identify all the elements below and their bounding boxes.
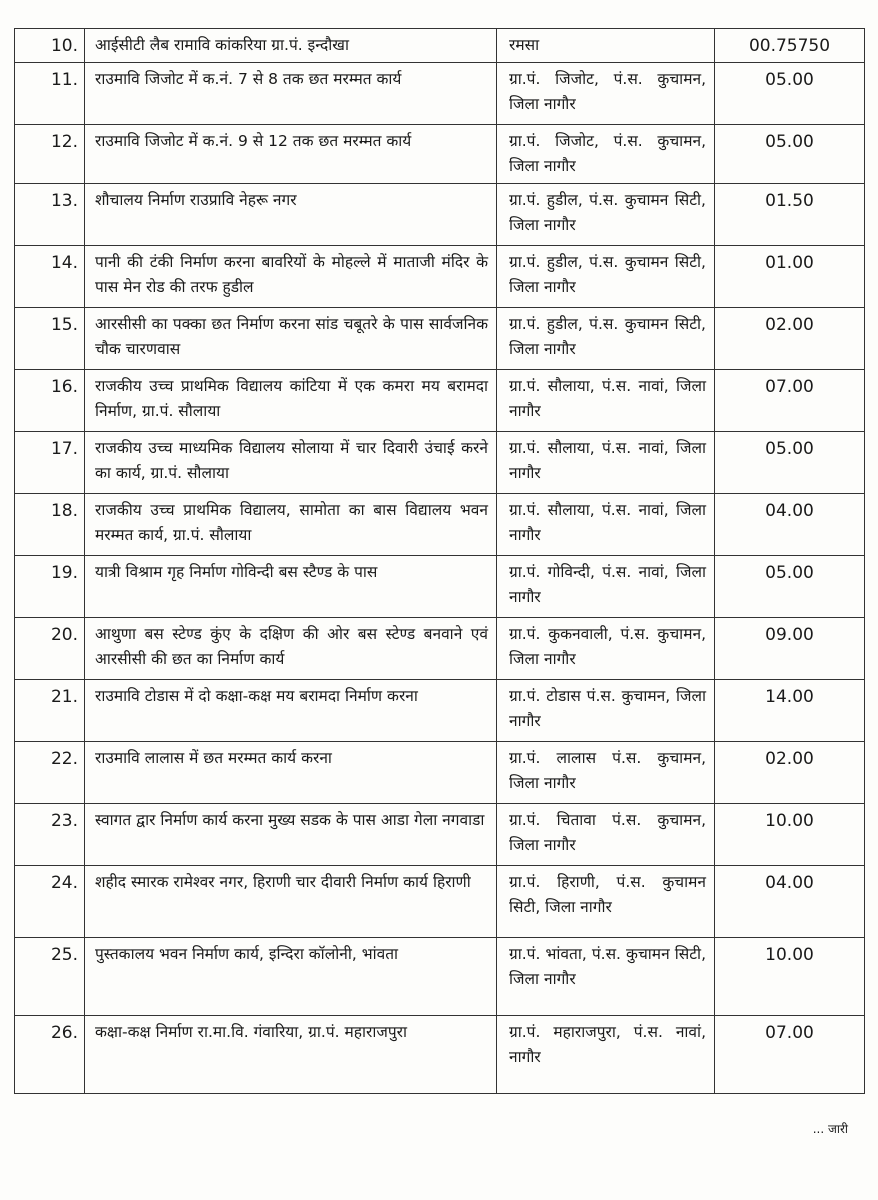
amount: 04.00 [715,866,865,938]
serial-number: 17. [15,432,85,494]
serial-number: 16. [15,370,85,432]
work-location: ग्रा.पं. कुकनवाली, पं.स. कुचामन, जिला नागौर [497,618,715,680]
work-description: शहीद स्मारक रामेश्वर नगर, हिराणी चार दीवारी निर्माण कार्य हिराणी [85,866,497,938]
table-row [15,370,865,432]
amount: 05.00 [715,63,865,125]
work-location: रमसा [497,29,715,63]
work-description: कक्षा-कक्ष निर्माण रा.मा.वि. गंवारिया, ग्रा.पं. महाराजपुरा [85,1016,497,1094]
work-description: राजकीय उच्च माध्यमिक विद्यालय सोलाया में चार दिवारी उंचाई करने का कार्य, ग्रा.पं. सौलाया [85,432,497,494]
work-location: ग्रा.पं. सौलाया, पं.स. नावां, जिला नागौर [497,432,715,494]
table-row [15,63,865,125]
work-location: ग्रा.पं. लालास पं.स. कुचामन, जिला नागौर [497,742,715,804]
amount: 00.75750 [715,29,865,63]
serial-number: 11. [15,63,85,125]
work-location: ग्रा.पं. हिराणी, पं.स. कुचामन सिटी, जिला नागौर [497,866,715,938]
table-row [15,866,865,938]
work-description: पुस्तकालय भवन निर्माण कार्य, इन्दिरा कॉलोनी, भांवता [85,938,497,1016]
amount: 05.00 [715,432,865,494]
table-row [15,125,865,184]
amount: 14.00 [715,680,865,742]
work-description: आथुणा बस स्टेण्ड कुंए के दक्षिण की ओर बस स्टेण्ड बनवाने एवं आरसीसी की छत का निर्माण कार्य [85,618,497,680]
work-description: यात्री विश्राम गृह निर्माण गोविन्दी बस स्टैण्ड के पास [85,556,497,618]
serial-number: 12. [15,125,85,184]
serial-number: 21. [15,680,85,742]
serial-number: 15. [15,308,85,370]
table-row [15,742,865,804]
work-description: राउमावि लालास में छत मरम्मत कार्य करना [85,742,497,804]
table-row [15,184,865,246]
serial-number: 20. [15,618,85,680]
work-description: राजकीय उच्च प्राथमिक विद्यालय कांटिया में एक कमरा मय बरामदा निर्माण, ग्रा.पं. सौलाया [85,370,497,432]
serial-number: 13. [15,184,85,246]
amount: 02.00 [715,308,865,370]
work-description: राउमावि टोडास में दो कक्षा-कक्ष मय बरामदा निर्माण करना [85,680,497,742]
amount: 01.50 [715,184,865,246]
serial-number: 23. [15,804,85,866]
amount: 09.00 [715,618,865,680]
serial-number: 18. [15,494,85,556]
serial-number: 22. [15,742,85,804]
table-row [15,308,865,370]
table-row [15,680,865,742]
table-row [15,556,865,618]
work-location: ग्रा.पं. हुडील, पं.स. कुचामन सिटी, जिला नागौर [497,184,715,246]
work-location: ग्रा.पं. भांवता, पं.स. कुचामन सिटी, जिला नागौर [497,938,715,1016]
table-row [15,938,865,1016]
table-row [15,29,865,63]
serial-number: 14. [15,246,85,308]
continued-note: ... जारी [812,1122,848,1136]
amount: 10.00 [715,804,865,866]
table-row [15,1016,865,1094]
table-row [15,804,865,866]
amount: 05.00 [715,556,865,618]
amount: 05.00 [715,125,865,184]
amount: 07.00 [715,1016,865,1094]
table-row [15,618,865,680]
work-location: ग्रा.पं. जिजोट, पं.स. कुचामन, जिला नागौर [497,125,715,184]
amount: 04.00 [715,494,865,556]
work-description: स्वागत द्वार निर्माण कार्य करना मुख्य सडक के पास आडा गेला नगवाडा [85,804,497,866]
amount: 02.00 [715,742,865,804]
work-location: ग्रा.पं. सौलाया, पं.स. नावां, जिला नागौर [497,370,715,432]
work-location: ग्रा.पं. चितावा पं.स. कुचामन, जिला नागौर [497,804,715,866]
table-row [15,494,865,556]
work-description: आरसीसी का पक्का छत निर्माण करना सांड चबूतरे के पास सार्वजनिक चौक चारणवास [85,308,497,370]
work-description: पानी की टंकी निर्माण करना बावरियों के मोहल्ले में माताजी मंदिर के पास मेन रोड की तरफ हुडील [85,246,497,308]
work-description: आईसीटी लैब रामावि कांकरिया ग्रा.पं. इन्दौखा [85,29,497,63]
serial-number: 24. [15,866,85,938]
work-location: ग्रा.पं. टोडास पं.स. कुचामन, जिला नागौर [497,680,715,742]
work-location: ग्रा.पं. हुडील, पं.स. कुचामन सिटी, जिला नागौर [497,308,715,370]
serial-number: 26. [15,1016,85,1094]
work-description: राजकीय उच्च प्राथमिक विद्यालय, सामोता का बास विद्यालय भवन मरम्मत कार्य, ग्रा.पं. सौलाया [85,494,497,556]
work-location: ग्रा.पं. महाराजपुरा, पं.स. नावां, नागौर [497,1016,715,1094]
table-row [15,246,865,308]
serial-number: 19. [15,556,85,618]
work-description: शौचालय निर्माण राउप्रावि नेहरू नगर [85,184,497,246]
amount: 10.00 [715,938,865,1016]
work-location: ग्रा.पं. सौलाया, पं.स. नावां, जिला नागौर [497,494,715,556]
amount: 01.00 [715,246,865,308]
serial-number: 10. [15,29,85,63]
work-location: ग्रा.पं. जिजोट, पं.स. कुचामन, जिला नागौर [497,63,715,125]
work-description: राउमावि जिजोट में क.नं. 9 से 12 तक छत मरम्मत कार्य [85,125,497,184]
work-description: राउमावि जिजोट में क.नं. 7 से 8 तक छत मरम्मत कार्य [85,63,497,125]
serial-number: 25. [15,938,85,1016]
work-location: ग्रा.पं. हुडील, पं.स. कुचामन सिटी, जिला नागौर [497,246,715,308]
work-location: ग्रा.पं. गोविन्दी, पं.स. नावां, जिला नागौर [497,556,715,618]
works-table [14,28,865,1094]
amount: 07.00 [715,370,865,432]
table-row [15,432,865,494]
